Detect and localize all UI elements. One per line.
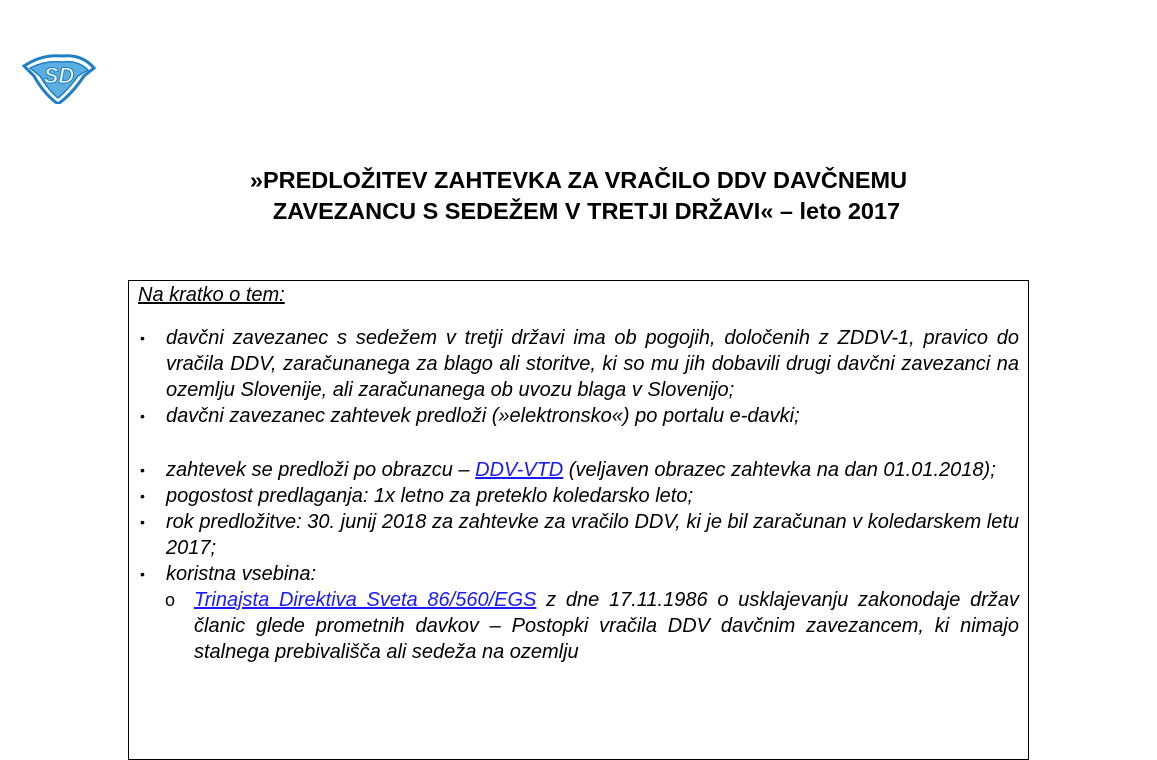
list-item: [129, 325, 1028, 403]
bullet-icon: •: [140, 330, 145, 346]
list-item: [129, 403, 1028, 429]
summary-heading: Na kratko o tem:: [138, 284, 285, 306]
title-line-1: »PREDLOŽITEV ZAHTEVKA ZA VRAČILO DDV DAVČNEMU: [249, 167, 908, 193]
item-text: davčni zavezanec s sedežem v tretji državi ima ob pogojih, določenih z ZDDV-1, pravico do vračila DDV, zaračunanega za blago ali storitve, ki so mu jih dobavili drugi davčni zavezanci na ozemlju Slovenije, ali zaračunanega ob uvozu blaga v Slovenijo;: [166, 327, 1019, 401]
sub-list-item: [129, 587, 1028, 665]
item-text: pogostost predlaganja: 1x letno za preteklo koledarsko leto;: [166, 485, 694, 507]
logo-text: SD: [43, 63, 75, 88]
ddv-vtd-link[interactable]: DDV-VTD: [475, 459, 564, 481]
list-item: [129, 509, 1028, 561]
item-text: rok predložitve: 30. junij 2018 za zahtevke za vračilo DDV, ki je bil zaračunan v koledarskem letu 2017;: [166, 511, 1019, 559]
item-text: davčni zavezanec zahtevek predloži (»elektronsko«) po portalu e-davki;: [166, 405, 800, 427]
item-text: koristna vsebina:: [166, 563, 317, 585]
directive-link[interactable]: Trinajsta Direktiva Sveta 86/560/EGS: [194, 589, 537, 611]
page-title: [0, 165, 1157, 227]
bullet-icon: •: [140, 514, 145, 530]
summary-list: [129, 325, 1028, 665]
list-item: [129, 457, 1028, 483]
bullet-icon: •: [140, 462, 145, 478]
list-item: [129, 561, 1028, 587]
title-line-2: ZAVEZANCU S SEDEŽEM V TRETJI DRŽAVI« – leto 2017: [272, 198, 901, 224]
summary-box: [128, 280, 1029, 760]
sub-bullet-icon: o: [165, 590, 176, 610]
item-text: zahtevek se predloži po obrazcu –: [166, 459, 476, 481]
list-item: [129, 483, 1028, 509]
sd-logo-icon: [22, 50, 96, 104]
bullet-icon: •: [140, 566, 145, 582]
item-text: z dne 17.11.1986 o usklajevanju zakonodaje držav članic glede prometnih davkov – Postopki vračila DDV davčnim zavezancem, ki nimajo stalnega prebivališča ali sedeža na ozemlju: [194, 589, 1019, 663]
bullet-icon: •: [140, 488, 145, 504]
bullet-icon: •: [140, 408, 145, 424]
item-text: (veljaven obrazec zahtevka na dan 01.01.2018);: [563, 459, 996, 481]
